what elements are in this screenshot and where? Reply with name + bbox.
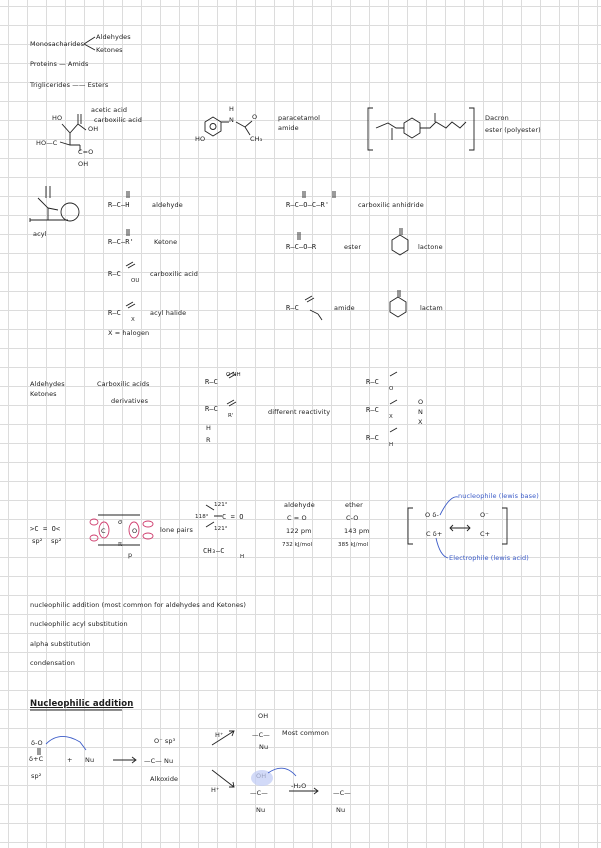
acyl-label: acyl [33,230,47,238]
acyl-substituent [61,203,79,221]
na-c-line-2: —C— [252,731,270,739]
acid-formula: R—C [108,270,121,278]
monosaccharides-label: Monosacharides [30,40,85,48]
sp2-b: sp² [51,537,62,545]
c-sigma-2 [90,535,98,541]
paracetamol-o: O [252,113,258,121]
reaction-condensation: condensation [30,659,75,667]
reaction-arrow-2 [289,788,318,794]
sigma-label: σ [118,518,123,526]
react-d1: R—C [366,378,379,386]
na-c-line: —C— Nu [144,757,174,765]
orbital-lines [98,515,140,545]
proteins-label: Proteins — Amids [30,60,89,68]
ketones-label: Ketones [96,46,123,54]
lone-pair-1 [143,521,153,527]
na-sp2: sp² [31,772,42,780]
fork-lines [84,37,95,50]
na-nu-2: Nu [259,743,269,751]
most-common-label: Most common [282,729,329,737]
ester-label: ester [344,243,362,251]
react-r2: R—C [205,405,218,413]
nucleophile-pointer [440,497,458,515]
leaving-group-arrow [268,768,296,776]
halogen-label: X = halogen [108,329,150,337]
c-lobe [99,522,109,538]
angle-121-a: 121° [214,502,228,508]
nuc-o: O [418,398,424,406]
citric-co: C=O [78,148,94,156]
nucleophilic-addition-heading: Nucleophilic addition [30,699,134,709]
react-r1-sup: O NH [226,372,241,378]
reaction-arrow-down [212,770,234,787]
reaction-arrow-1 [113,757,136,763]
ketone-formula: R—C—R' [108,238,134,246]
na-o-neg: O⁻ sp³ [154,737,176,745]
na-delta-neg: δ-O [31,739,43,747]
citric-left: HO—C [36,139,58,147]
o-lobe [129,522,139,538]
reaction-nucleophilic-addition: nucleophilic addition (most common for aldehydes and Ketones) [30,601,247,609]
ch3-h: H [240,554,245,560]
acyl-underline [30,218,68,222]
react-r1: R—C [205,378,218,386]
derivatives-heading: derivatives [111,397,149,405]
carbonyl-double-bonds [126,191,335,320]
aldehyde-formula: R—C—H [108,201,130,209]
nucleophile-label: nucleophile (lewis base) [458,492,539,500]
react-r3: H [206,424,211,432]
orbital-c: C [101,527,106,535]
reaction-alpha-substitution: alpha substitution [30,640,91,648]
acid-ou: OU [131,278,140,284]
citric-acid-bonds [60,114,86,151]
angle-121-b: 121° [214,526,228,532]
dacron-ring [404,118,420,138]
na-oh: OH [258,712,269,720]
react-r4: R [206,436,211,444]
ester-formula: R—C—O—R [286,243,317,251]
alkoxide-label: Alkoxide [150,775,179,783]
lactam-carbonyl [398,290,400,297]
na-c-line-4: —C— [333,789,351,797]
aldehydes-label: Aldehydes [96,33,131,41]
paracetamol-ho: HO [195,135,206,143]
na-nu-4: Nu [336,806,346,814]
amide-label: amide [278,124,299,132]
amide-formula: R—C [286,304,299,312]
dacron-chain [376,113,466,140]
carboxilic-acid-label: carboxilic acid [94,116,143,124]
paracetamol-aromatic [210,124,216,130]
aldehyde-label: aldehyde [152,201,183,209]
citric-oh2: OH [78,160,89,168]
na-nu: Nu [85,756,95,764]
nuc-x: X [418,418,423,426]
lactone-label: lactone [418,243,443,251]
paracetamol-bonds [221,121,252,135]
lactam-ring [390,297,406,317]
paracetamol-ring [205,117,221,136]
ether-co: C-O [346,514,359,522]
react-d3-h: H [389,442,394,448]
curved-arrow-nu [46,736,86,750]
c-sigma-1 [90,519,98,525]
acyl-bonds [38,186,58,220]
resonance-c-pos: C+ [480,530,491,538]
anhydride-label: carboxilic anhidride [358,201,424,209]
electrophile-pointer [436,538,448,558]
sp2-a: sp² [32,537,43,545]
paracetamol-ch3: CH₃ [250,135,263,143]
na-c-line-3: —C— [250,789,268,797]
delta-neg-o: O δ- [425,511,439,519]
nuc-n: N [418,408,423,416]
ketones-heading: Ketones [30,390,57,398]
minus-h2o: -H₂O [291,782,307,790]
ether-col: ether [345,501,363,509]
halide-x: X [131,317,135,323]
anhydride-formula: R—C—O—C—R' [286,201,330,209]
amide-label-2: amide [334,304,355,312]
react-d3: R—C [366,434,379,442]
na-h3o: H⁺ [211,786,220,794]
react-d1-o: O [389,386,394,392]
react-r2-r: R' [228,413,234,419]
reaction-arrow-up [212,731,234,745]
aldehydes-heading: Aldehydes [30,380,65,388]
triglycerides-label: Triglicerides —— Esters [30,81,109,89]
react-d2-x: X [389,414,393,420]
dacron-label: Dacron [485,114,509,122]
delta-pos-c: C δ+ [426,530,443,538]
reaction-acyl-substitution: nucleophilic acyl substitution [30,620,128,628]
resonance-o-neg: O⁻ [480,511,489,519]
halide-label: acyl halide [150,309,187,317]
acetic-acid-label: acetic acid [91,106,128,114]
na-h-plus: H⁺ [215,731,224,739]
pi-label: π [118,540,123,548]
ether-kj: 385 kJ/mol [338,542,369,548]
angle-118: 118° [195,514,209,520]
polyester-label: ester (polyester) [485,126,541,134]
co-angle: C = O [222,513,244,521]
citric-oh: OH [88,125,99,133]
lactam-label: lactam [420,304,443,312]
lone-pairs-label: lone pairs [160,526,193,534]
carboxilic-acids-heading: Carboxilic acids [97,380,150,388]
paracetamol-label: paracetamol [278,114,321,122]
different-reactivity: different reactivity [268,408,331,416]
halide-formula: R—C [108,309,121,317]
angle-bonds [206,505,222,527]
aldehyde-col: aldehyde [284,501,315,509]
na-nu-3: Nu [256,806,266,814]
ether-pm: 143 pm [344,527,370,535]
reactivity-bonds [227,372,397,432]
ch3-c: CH₃—C [203,547,225,555]
orbital-o: O [132,527,138,535]
resonance-brackets [408,508,507,544]
c-eq-o: >C = O< [30,525,61,533]
na-carbonyl [38,748,40,755]
dacron-brackets [368,108,474,150]
lactone-ring [392,235,408,255]
lone-pair-2 [143,533,153,539]
electrophile-label: Electrophile (lewis acid) [449,554,529,562]
lactone-carbonyl [400,228,402,235]
react-d2: R—C [366,406,379,414]
p-label: p [128,551,133,559]
paracetamol-n: N [229,116,234,124]
aldehyde-pm: 122 pm [286,527,312,535]
ketone-label: Ketone [154,238,178,246]
acid-label: carboxilic acid [150,270,199,278]
paracetamol-h: H [229,105,234,113]
aldehyde-kj: 732 kJ/mol [282,542,313,548]
citric-ho: HO [52,114,63,122]
aldehyde-co: C = O [287,514,307,522]
na-plus: + [67,756,73,764]
na-delta-pos: δ+C [29,755,44,763]
